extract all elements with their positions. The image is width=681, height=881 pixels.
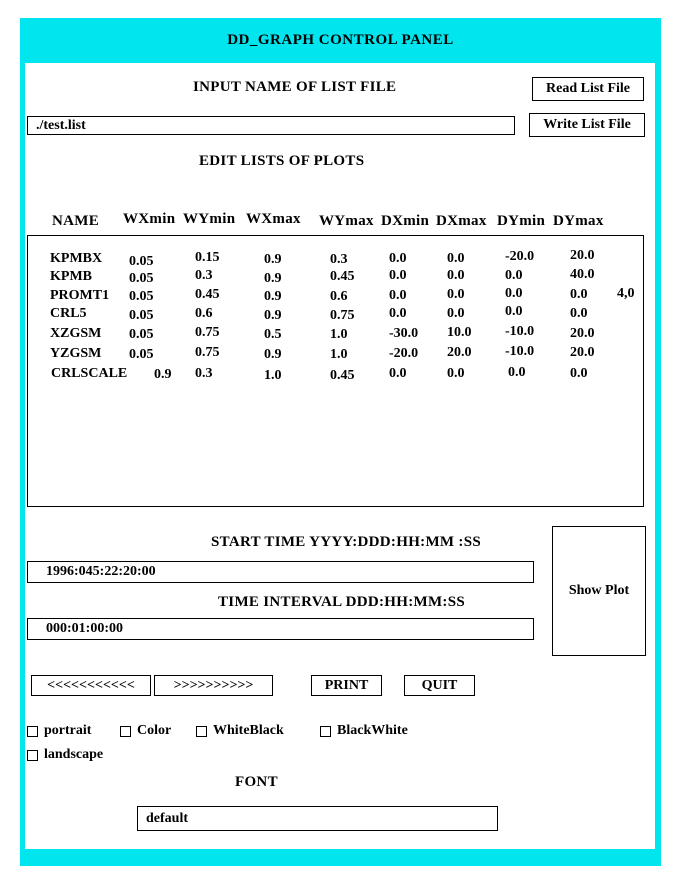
cell-name: YZGSM xyxy=(50,346,102,361)
cell-dymin: 0.0 xyxy=(505,286,523,301)
portrait-label: portrait xyxy=(44,723,92,738)
column-header-dxmin: DXmin xyxy=(381,213,430,229)
color-option[interactable] xyxy=(120,723,171,739)
list-file-heading: INPUT NAME OF LIST FILE xyxy=(193,79,397,95)
black-white-label: BlackWhite xyxy=(337,723,408,738)
landscape-option[interactable] xyxy=(27,747,103,763)
cell-wxmax: 0.5 xyxy=(264,327,282,342)
list-file-input[interactable]: ./test.list xyxy=(27,116,515,135)
write-list-file-button[interactable]: Write List File xyxy=(529,113,645,137)
cell-dxmin: 0.0 xyxy=(389,251,407,266)
cell-dxmin: -20.0 xyxy=(389,346,419,361)
cell-wymax: 0.75 xyxy=(330,308,355,323)
cell-dxmax: 10.0 xyxy=(447,325,472,340)
plots-heading: EDIT LISTS OF PLOTS xyxy=(199,153,365,169)
cell-wymax: 0.6 xyxy=(330,289,348,304)
cell-name: CRLSCALE xyxy=(51,366,128,381)
previous-button[interactable]: <<<<<<<<<<< xyxy=(31,675,151,696)
cell-dymax: 0.0 xyxy=(570,287,588,302)
column-header-wymin: WYmin xyxy=(183,211,236,227)
cell-dxmax: 0.0 xyxy=(447,306,465,321)
column-header-wxmin: WXmin xyxy=(123,211,176,227)
cell-dymin: 0.0 xyxy=(505,304,523,319)
cell-wymin: 0.3 xyxy=(195,366,213,381)
title-bar xyxy=(20,18,661,63)
cell-wxmax: 0.9 xyxy=(264,252,282,267)
cell-dymax: 0.0 xyxy=(570,306,588,321)
column-header-wxmax: WXmax xyxy=(246,211,301,227)
font-input[interactable]: default xyxy=(137,806,498,831)
cell-dymin: -20.0 xyxy=(505,249,535,264)
cell-dxmin: 0.0 xyxy=(389,268,407,283)
window-frame-left xyxy=(20,18,25,866)
black-white-checkbox[interactable] xyxy=(320,726,331,737)
column-header-dymax: DYmax xyxy=(553,213,604,229)
plot-list[interactable] xyxy=(27,235,644,507)
next-button[interactable]: >>>>>>>>>> xyxy=(154,675,273,696)
cell-wymin: 0.45 xyxy=(195,287,220,302)
read-list-file-button[interactable]: Read List File xyxy=(532,77,644,101)
cell-dxmax: 0.0 xyxy=(447,366,465,381)
cell-wymin: 0.75 xyxy=(195,325,220,340)
cell-dxmax: 0.0 xyxy=(447,268,465,283)
landscape-checkbox[interactable] xyxy=(27,750,38,761)
cell-name: KPMBX xyxy=(50,251,103,266)
cell-wxmin: 0.05 xyxy=(129,254,154,269)
column-header-name: NAME xyxy=(52,213,100,229)
cell-dymax: 40.0 xyxy=(570,267,595,282)
quit-button[interactable]: QUIT xyxy=(404,675,475,696)
column-header-dymin: DYmin xyxy=(497,213,546,229)
cell-wymin: 0.6 xyxy=(195,306,213,321)
cell-wymin: 0.3 xyxy=(195,268,213,283)
cell-name: KPMB xyxy=(50,269,92,284)
cell-dymax: 20.0 xyxy=(570,248,595,263)
start-time-input[interactable]: 1996:045:22:20:00 xyxy=(27,561,534,583)
cell-wxmin: 0.05 xyxy=(129,327,154,342)
cell-extra: 4,0 xyxy=(617,286,635,301)
cell-dymin: 0.0 xyxy=(508,365,526,380)
cell-dymin: 0.0 xyxy=(505,268,523,283)
column-header-dxmax: DXmax xyxy=(436,213,487,229)
cell-name: XZGSM xyxy=(50,326,102,341)
cell-dxmin: 0.0 xyxy=(389,306,407,321)
cell-dymax: 0.0 xyxy=(570,366,588,381)
cell-name: PROMT1 xyxy=(50,288,110,303)
cell-wxmax: 0.9 xyxy=(264,347,282,362)
column-header-wymax: WYmax xyxy=(319,213,374,229)
cell-wxmax: 1.0 xyxy=(264,368,282,383)
cell-dxmin: -30.0 xyxy=(389,326,419,341)
cell-wxmin: 0.05 xyxy=(129,289,154,304)
cell-dymax: 20.0 xyxy=(570,345,595,360)
time-interval-label: TIME INTERVAL DDD:HH:MM:SS xyxy=(218,594,466,610)
color-checkbox[interactable] xyxy=(120,726,131,737)
cell-wxmax: 0.9 xyxy=(264,271,282,286)
portrait-checkbox[interactable] xyxy=(27,726,38,737)
cell-dxmin: 0.0 xyxy=(389,288,407,303)
white-black-checkbox[interactable] xyxy=(196,726,207,737)
cell-dxmax: 0.0 xyxy=(447,251,465,266)
cell-wymax: 0.45 xyxy=(330,368,355,383)
cell-wxmin: 0.05 xyxy=(129,271,154,286)
color-label: Color xyxy=(137,723,172,738)
cell-wymax: 1.0 xyxy=(330,347,348,362)
cell-wymin: 0.75 xyxy=(195,345,220,360)
show-plot-button[interactable]: Show Plot xyxy=(552,526,646,656)
cell-wxmax: 0.9 xyxy=(264,308,282,323)
portrait-option[interactable] xyxy=(27,723,91,739)
cell-dymax: 20.0 xyxy=(570,326,595,341)
cell-dymin: -10.0 xyxy=(505,344,535,359)
cell-dxmax: 20.0 xyxy=(447,345,472,360)
cell-wxmin: 0.05 xyxy=(129,347,154,362)
cell-wxmin: 0.05 xyxy=(129,308,154,323)
print-button[interactable]: PRINT xyxy=(311,675,382,696)
window-frame-right xyxy=(655,18,661,866)
cell-wymax: 0.3 xyxy=(330,252,348,267)
landscape-label: landscape xyxy=(44,747,104,762)
cell-dxmin: 0.0 xyxy=(389,366,407,381)
cell-dxmax: 0.0 xyxy=(447,287,465,302)
window-title: DD_GRAPH CONTROL PANEL xyxy=(227,32,454,48)
cell-wxmax: 0.9 xyxy=(264,289,282,304)
bottom-bar xyxy=(20,849,661,866)
start-time-label: START TIME YYYY:DDD:HH:MM :SS xyxy=(211,534,481,550)
cell-name: CRL5 xyxy=(50,306,87,321)
cell-wymin: 0.15 xyxy=(195,250,220,265)
font-label: FONT xyxy=(235,774,278,790)
cell-wymax: 0.45 xyxy=(330,269,355,284)
time-interval-input[interactable]: 000:01:00:00 xyxy=(27,618,534,640)
white-black-label: WhiteBlack xyxy=(213,723,284,738)
black-white-option[interactable] xyxy=(320,723,408,739)
cell-wxmin: 0.9 xyxy=(154,367,172,382)
white-black-option[interactable] xyxy=(196,723,284,739)
cell-wymax: 1.0 xyxy=(330,327,348,342)
cell-dymin: -10.0 xyxy=(505,324,535,339)
